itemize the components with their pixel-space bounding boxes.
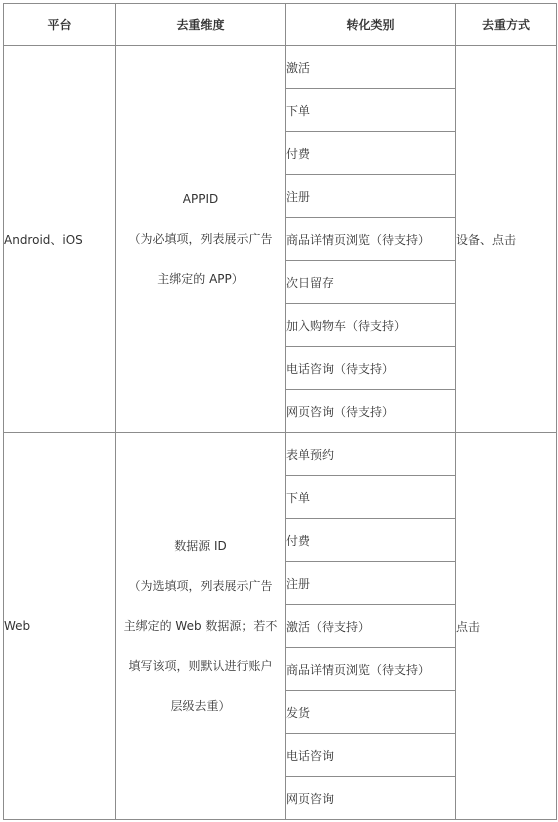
dimension-line: APPID [182, 192, 219, 206]
category-cell: 次日留存 [286, 261, 456, 304]
dimension-line: 填写该项，则默认进行账户 [128, 659, 273, 673]
category-cell: 加入购物车（待支持） [286, 304, 456, 347]
category-cell: 下单 [286, 476, 456, 519]
category-cell: 注册 [286, 562, 456, 605]
category-cell: 商品详情页浏览（待支持） [286, 218, 456, 261]
platform-cell: Android、iOS [4, 46, 116, 433]
header-platform: 平台 [4, 4, 116, 46]
table-row [4, 433, 557, 476]
category-cell: 发货 [286, 691, 456, 734]
method-cell: 设备、点击 [456, 46, 557, 433]
category-cell: 付费 [286, 132, 456, 175]
category-cell: 商品详情页浏览（待支持） [286, 648, 456, 691]
header-row [4, 4, 557, 46]
table-row [4, 46, 557, 89]
category-cell: 表单预约 [286, 433, 456, 476]
dimension-line: （为必填项，列表展示广告 [128, 232, 273, 246]
category-cell: 注册 [286, 175, 456, 218]
header-category: 转化类别 [286, 4, 456, 46]
category-cell: 电话咨询 [286, 734, 456, 777]
header-method: 去重方式 [456, 4, 557, 46]
category-cell: 网页咨询 [286, 777, 456, 820]
dimension-cell [116, 433, 286, 820]
category-cell: 网页咨询（待支持） [286, 390, 456, 433]
header-dimension: 去重维度 [116, 4, 286, 46]
category-cell: 下单 [286, 89, 456, 132]
category-cell: 付费 [286, 519, 456, 562]
dedup-table [3, 3, 557, 820]
platform-cell: Web [4, 433, 116, 820]
dimension-line: 层级去重） [170, 699, 231, 713]
dimension-line: 主绑定的 APP） [157, 272, 244, 286]
dimension-line: 主绑定的 Web 数据源；若不 [123, 619, 278, 633]
category-cell: 电话咨询（待支持） [286, 347, 456, 390]
dimension-line: （为选填项，列表展示广告 [128, 579, 273, 593]
dimension-line: 数据源 ID [174, 539, 227, 553]
category-cell: 激活 [286, 46, 456, 89]
category-cell: 激活（待支持） [286, 605, 456, 648]
method-cell: 点击 [456, 433, 557, 820]
dimension-cell [116, 46, 286, 433]
